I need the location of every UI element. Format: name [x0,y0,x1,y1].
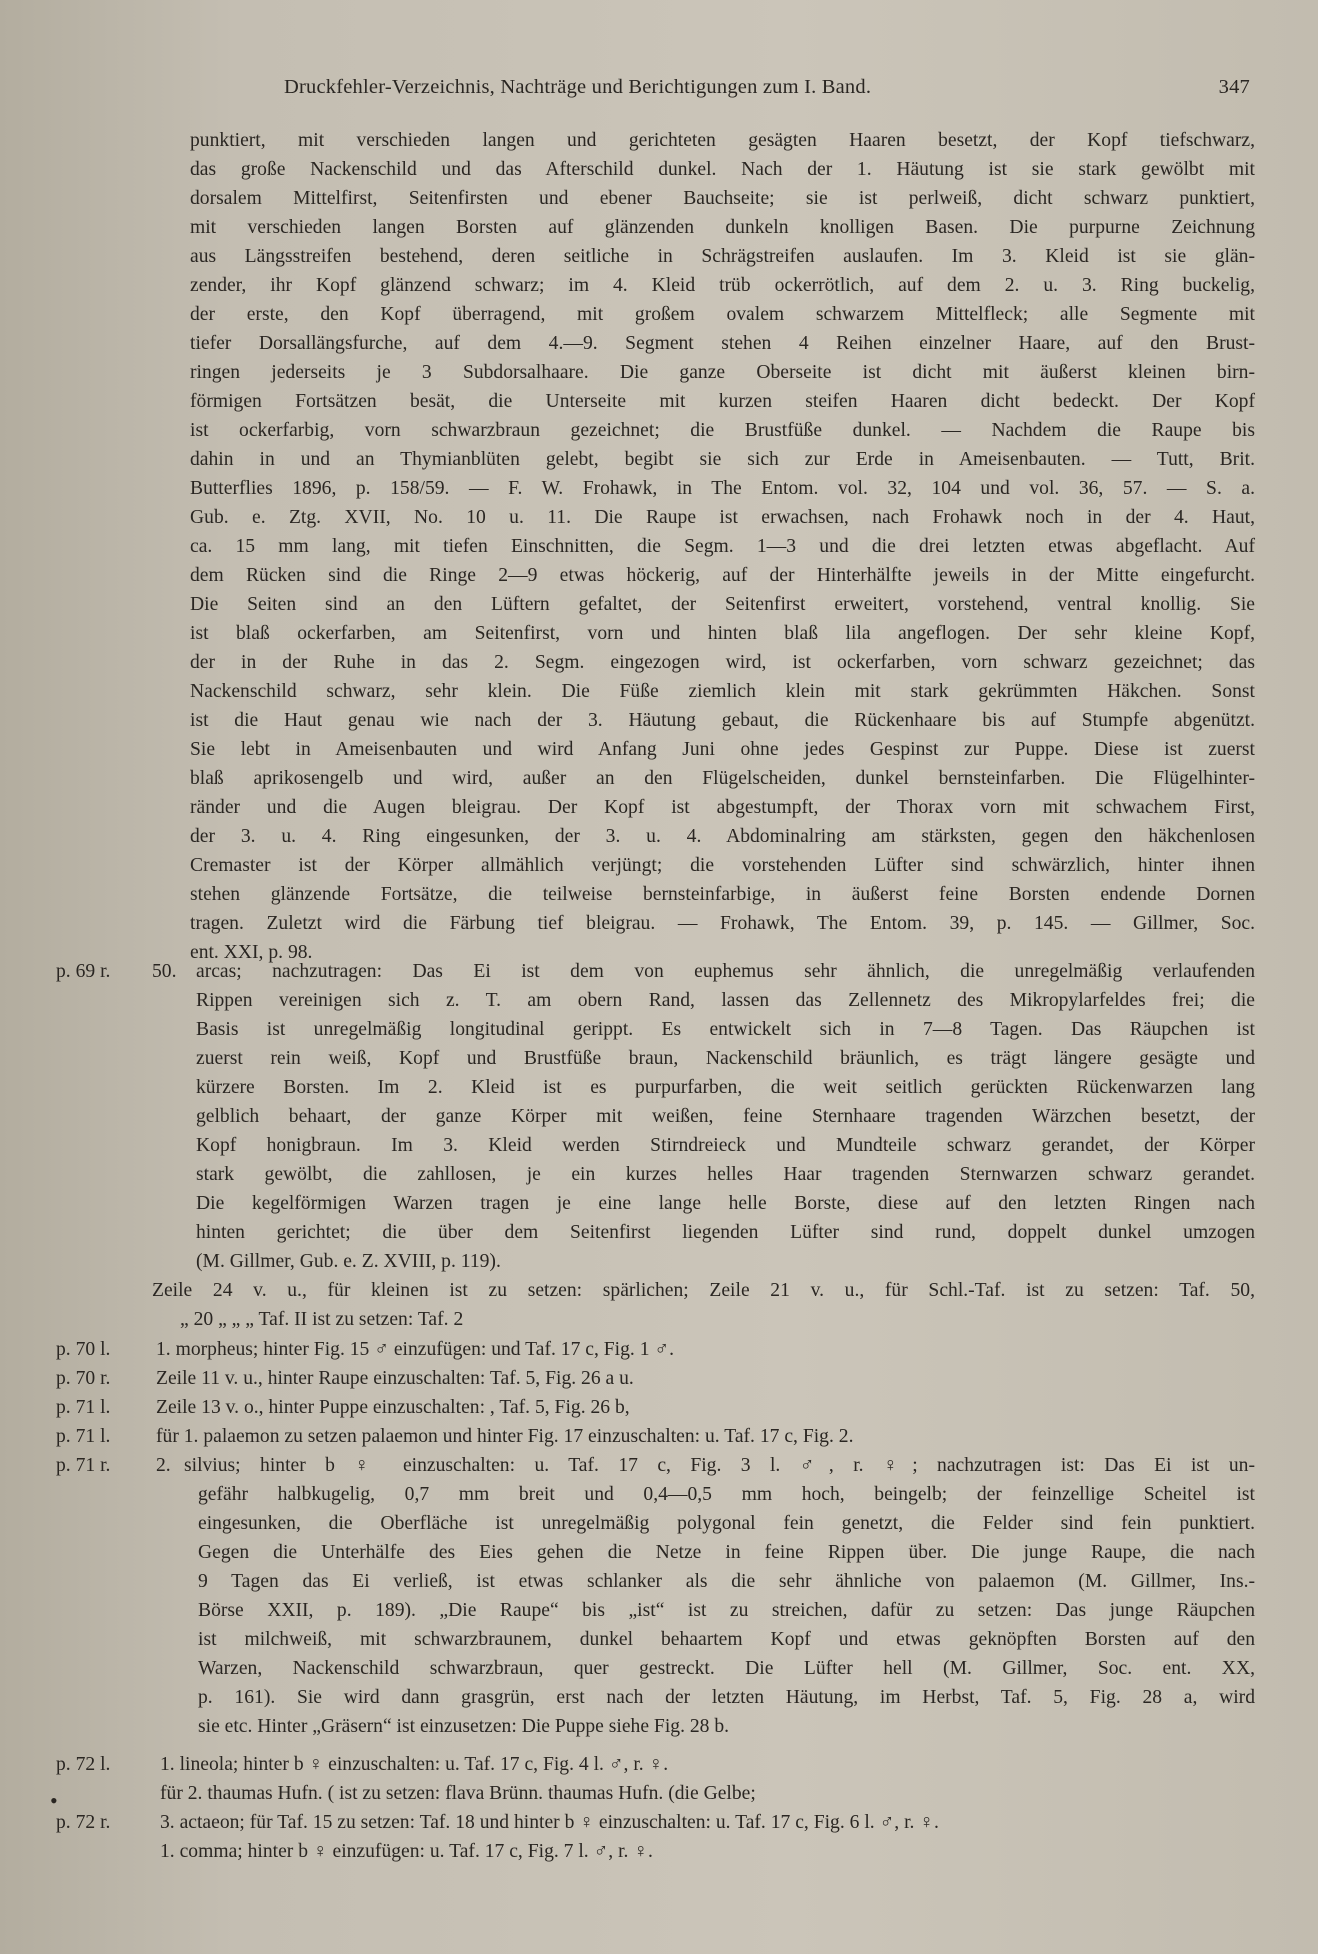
text-line: silvius; hinter b ♀ einzuschalten: u. Taf. 17 c, Fig. 3 l. ♂, r. ♀; nachzutragen ist: Das Ei ist un- [184,1455,1255,1476]
entry-text: 1. lineola; hinter b ♀ einzuschalten: u. Taf. 17 c, Fig. 4 l. ♂, r. ♀. [160,1754,669,1775]
entry-text: 3. actaeon; für Taf. 15 zu setzen: Taf. 18 und hinter b ♀ einzuschalten: u. Taf. 17 c, Fig. 6 l. ♂, r. ♀. [160,1812,939,1833]
text-line: stehen glänzende Fortsätze, die teilweise bernsteinfarbige, in äußerst feine Borsten endende Dornen [190,884,1255,905]
continuation-paragraph [190,126,1255,967]
text-line: ca. 15 mm lang, mit tiefen Einschnitten, die Segm. 1—3 und die drei letzten etwas abgeflacht. Auf [190,536,1255,557]
text-line: der 3. u. 4. Ring eingesunken, der 3. u. 4. Abdominalring am stärksten, gegen den häkchenlosen [190,826,1255,847]
text-line: Butterflies 1896, p. 158/59. — F. W. Frohawk, in The Entom. vol. 32, 104 und vol. 36, 57. — S. a. [190,478,1255,499]
text-line: dahin in und an Thymianblüten gelebt, begibt sie sich zur Erde in Ameisenbauten. — Tutt, Brit. [190,449,1255,470]
page-reference: p. 72 l. [56,1754,111,1775]
text-line: Gegen die Unterhälfe des Eies gehen die Netze in feine Rippen über. Die junge Raupe, die nach [198,1542,1255,1563]
text-line: Basis ist unregelmäßig longitudinal gerippt. Es entwickelt sich in 7—8 Tagen. Das Räupchen ist [196,1019,1255,1040]
page-number: 347 [1218,76,1250,98]
entry-text: Zeile 13 v. o., hinter Puppe einzuschalten: , Taf. 5, Fig. 26 b, [156,1397,630,1418]
text-line: Nackenschild schwarz, sehr klein. Die Füße ziemlich klein mit stark gekrümmten Häkchen. Sonst [190,681,1255,702]
text-line: gefähr halbkugelig, 0,7 mm breit und 0,4—0,5 mm hoch, beingelb; der feinzellige Scheitel ist [198,1484,1255,1505]
text-line: Die Seiten sind an den Lüftern gefaltet, der Seitenfirst erweitert, vorstehend, ventral knollig. Sie [190,594,1255,615]
text-line: arcas; nachzutragen: Das Ei ist dem von euphemus sehr ähnlich, die unregelmäßig verlaufenden [196,961,1255,982]
entry-text: 1. morpheus; hinter Fig. 15 ♂ einzufügen: und Taf. 17 c, Fig. 1 ♂. [156,1339,674,1360]
entry-text: 1. comma; hinter b ♀ einzufügen: u. Taf. 17 c, Fig. 7 l. ♂, r. ♀. [160,1841,653,1862]
text-line: Rippen vereinigen sich z. T. am obern Rand, lassen das Zellennetz des Mikropylarfeldes frei; die [196,990,1255,1011]
text-line: 9 Tagen das Ei verließ, ist etwas schlanker als die sehr ähnliche von palaemon (M. Gillmer, Ins.- [198,1571,1255,1592]
text-line: förmigen Fortsätzen besät, die Unterseite mit kurzen steifen Haaren dicht bedeckt. Der Kopf [190,391,1255,412]
text-line: mit verschieden langen Borsten auf glänzenden dunkeln knolligen Basen. Die purpurne Zeichnung [190,217,1255,238]
text-line: der erste, den Kopf überragend, mit großem ovalem schwarzem Mittelfleck; alle Segmente mit [190,304,1255,325]
page-reference: p. 71 l. [56,1426,111,1447]
margin-mark: • [50,1788,58,1813]
text-line: „ 20 „ „ „ Taf. II ist zu setzen: Taf. 2 [180,1309,464,1330]
text-line: ist milchweiß, mit schwarzbraunem, dunkel behaartem Kopf und etwas geknöpften Borsten auf den [198,1629,1255,1650]
page-header [280,76,1250,108]
text-line: Warzen, Nackenschild schwarzbraun, quer gestreckt. Die Lüfter hell (M. Gillmer, Soc. ent. XX, [198,1658,1255,1679]
text-line: stark gewölbt, die zahllosen, je ein kurzes helles Haar tragenden Sternwarzen schwarz gerandet. [196,1164,1255,1185]
page-reference: p. 70 l. [56,1339,111,1360]
text-line: Cremaster ist der Körper allmählich verjüngt; die vorstehenden Lüfter sind schwärzlich, hinter ihnen [190,855,1255,876]
text-line: Kopf honigbraun. Im 3. Kleid werden Stirndreieck und Mundteile schwarz gerandet, der Körper [196,1135,1255,1156]
page-reference: p. 72 r. [56,1812,111,1833]
text-line: ist ockerfarbig, vorn schwarzbraun gezeichnet; die Brustfüße dunkel. — Nachdem die Raupe bis [190,420,1255,441]
text-line: zuerst rein weiß, Kopf und Brustfüße braun, Nackenschild bräunlich, es trägt längere gesägte und [196,1048,1255,1069]
page-reference: p. 71 l. [56,1397,111,1418]
text-line: Börse XXII, p. 189). „Die Raupe“ bis „ist“ ist zu streichen, dafür zu setzen: Das junge Räupchen [198,1600,1255,1621]
entry-text: für 1. palaemon zu setzen palaemon und hinter Fig. 17 einzuschalten: u. Taf. 17 c, Fig. 2. [156,1426,854,1447]
text-line: Sie lebt in Ameisenbauten und wird Anfang Juni ohne jedes Gespinst zur Puppe. Diese ist zuerst [190,739,1255,760]
silvius-paragraph [184,1451,1255,1480]
text-line: eingesunken, die Oberfläche ist unregelmäßig polygonal fein genetzt, die Felder sind fein punktiert. [198,1513,1255,1534]
arcas-paragraph [196,957,1255,1276]
text-line: (M. Gillmer, Gub. e. Z. XVIII, p. 119). [196,1251,501,1272]
zeile-corrections [152,1276,1255,1334]
text-line: Zeile 24 v. u., für kleinen ist zu setzen: spärlichen; Zeile 21 v. u., für Schl.-Taf. ist zu setzen: Taf. 50, [152,1280,1255,1301]
text-line: kürzere Borsten. Im 2. Kleid ist es purpurfarben, die weit seitlich gerückten Rückenwarzen lang [196,1077,1255,1098]
text-line: der in der Ruhe in das 2. Segm. eingezogen wird, ist ockerfarben, vorn schwarz gezeichnet; das [190,652,1255,673]
text-line: ränder und die Augen bleigrau. Der Kopf ist abgestumpft, der Thorax vorn mit schwachem First, [190,797,1255,818]
text-line: punktiert, mit verschieden langen und gerichteten gesägten Haaren besetzt, der Kopf tiefschwarz, [190,130,1255,151]
text-line: p. 161). Sie wird dann grasgrün, erst nach der letzten Häutung, im Herbst, Taf. 5, Fig. 28 a, wird [198,1687,1255,1708]
running-title: Druckfehler-Verzeichnis, Nachträge und Berichtigungen zum I. Band. [284,76,872,98]
text-line: sie etc. Hinter „Gräsern“ ist einzusetzen: Die Puppe siehe Fig. 28 b. [198,1716,730,1737]
text-line: tragen. Zuletzt wird die Färbung tief bleigrau. — Frohawk, The Entom. 39, p. 145. — Gillmer, Soc. [190,913,1255,934]
page-reference: p. 70 r. [56,1368,111,1389]
entry-text: Zeile 11 v. u., hinter Raupe einzuschalten: Taf. 5, Fig. 26 a u. [156,1368,634,1389]
text-line: zender, ihr Kopf glänzend schwarz; im 4. Kleid trüb ockerrötlich, auf dem 2. u. 3. Ring buckelig, [190,275,1255,296]
text-line: das große Nackenschild und das Afterschild dunkel. Nach der 1. Häutung ist sie stark gewölbt mit [190,159,1255,180]
text-line: dem Rücken sind die Ringe 2—9 etwas höckerig, auf der Hinterhälfte jeweils in der Mitte eingefurcht. [190,565,1255,586]
text-line: ent. XXI, p. 98. [190,942,313,963]
entry-number: 50. [152,961,177,982]
text-line: ist blaß ockerfarben, am Seitenfirst, vorn und hinten blaß lila angeflogen. Der sehr kleine Kopf, [190,623,1255,644]
text-line: Die kegelförmigen Warzen tragen je eine lange helle Borste, diese auf den letzten Ringen nach [196,1193,1255,1214]
text-line: Gub. e. Ztg. XVII, No. 10 u. 11. Die Raupe ist erwachsen, nach Frohawk noch in der 4. Haut, [190,507,1255,528]
entry-number: 2. [156,1455,171,1476]
silvius-paragraph-body [198,1480,1255,1741]
text-line: tiefer Dorsallängsfurche, auf dem 4.—9. Segment stehen 4 Reihen einzelner Haare, auf den Brust- [190,333,1255,354]
text-line: hinten gerichtet; die über dem Seitenfirst liegenden Lüfter sind rund, doppelt dunkel umzogen [196,1222,1255,1243]
text-line: dorsalem Mittelfirst, Seitenfirsten und ebener Bauchseite; sie ist perlweiß, dicht schwarz punktiert, [190,188,1255,209]
page-reference: p. 69 r. [56,961,111,982]
entry-text: für 2. thaumas Hufn. ( ist zu setzen: flava Brünn. thaumas Hufn. (die Gelbe; [160,1783,756,1804]
text-line: gelblich behaart, der ganze Körper mit weißen, feine Sternhaare tragenden Wärzchen besetzt, der [196,1106,1255,1127]
text-line: aus Längsstreifen bestehend, deren seitliche in Schrägstreifen auslaufen. Im 3. Kleid ist sie glän- [190,246,1255,267]
text-line: ringen jederseits je 3 Subdorsalhaare. Die ganze Oberseite ist dicht mit äußerst kleinen birn- [190,362,1255,383]
text-line: blaß aprikosengelb und wird, außer an den Flügelscheiden, dunkel bernsteinfarben. Die Flügelhinter- [190,768,1255,789]
page-reference: p. 71 r. [56,1455,111,1476]
text-line: ist die Haut genau wie nach der 3. Häutung gebaut, die Rückenhaare bis auf Stumpfe abgenützt. [190,710,1255,731]
